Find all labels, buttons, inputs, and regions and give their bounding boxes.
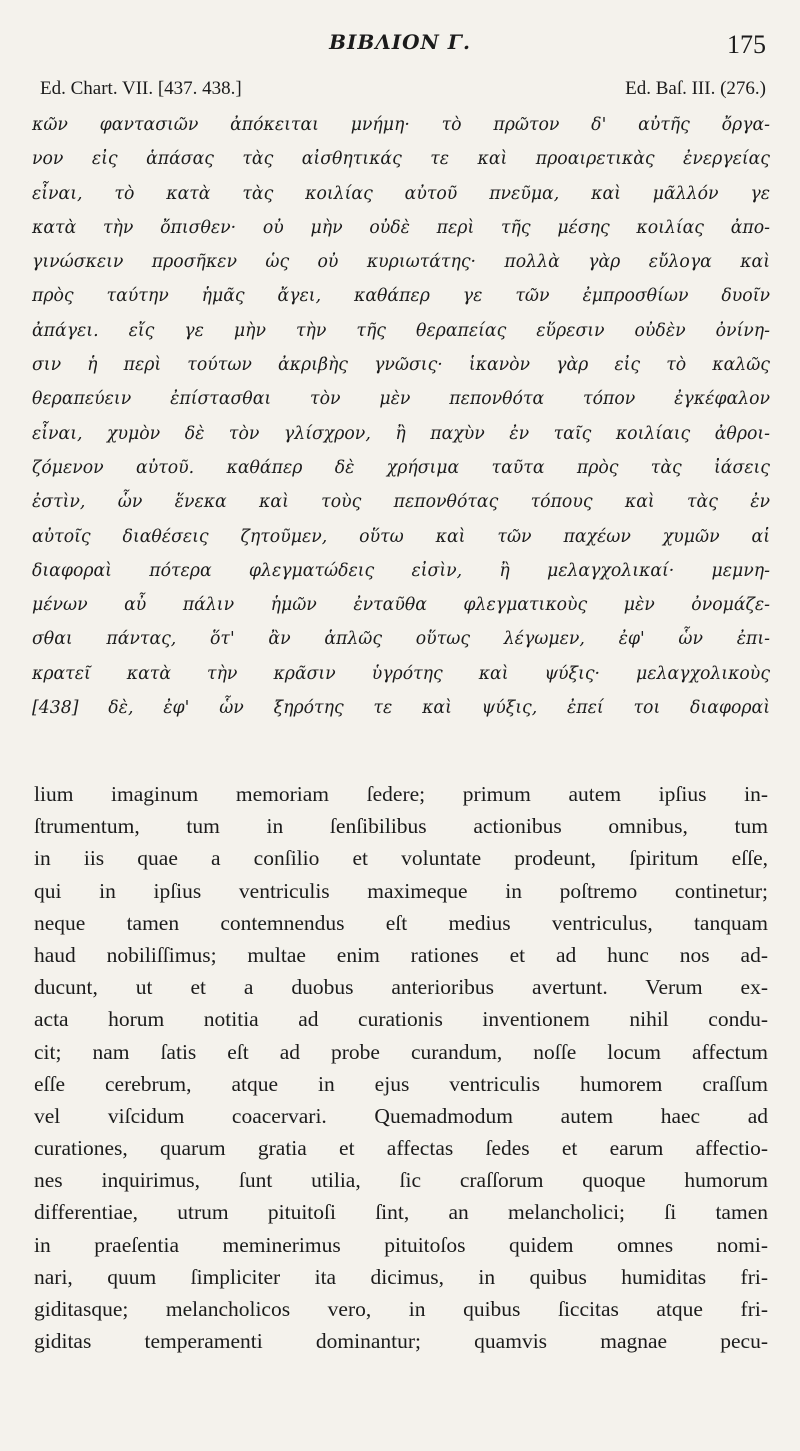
greek-line: εἶναι, τὸ κατὰ τὰς κοιλίας αὐτοῦ πνεῦμα, καὶ μᾶλλόν γε xyxy=(32,183,770,204)
latin-line: cit; nam ſatis eſt ad probe curandum, noſſe locum affectum xyxy=(34,1039,768,1064)
edition-reference-left: Ed. Chart. VII. [437. 438.] xyxy=(40,78,242,99)
latin-line: giditas temperamenti dominantur; quamvis magnae pecu- xyxy=(34,1329,768,1354)
greek-line: [438] δὲ, ἐφ' ὧν ξηρότης τε καὶ ψύξις, ἐπεί τοι διαφοραὶ xyxy=(32,698,770,719)
greek-line: θεραπεύειν ἐπίστασθαι τὸν μὲν πεπονθότα τόπον ἐγκέφαλον xyxy=(32,389,770,410)
greek-line: γινώσκειν προσῆκεν ὡς οὐ κυριωτάτης· πολλὰ γὰρ εὔλογα καὶ xyxy=(32,252,770,273)
latin-line: in praeſentia meminerimus pituitoſos quidem omnes nomi- xyxy=(34,1232,768,1257)
greek-line: ἐστὶν, ὧν ἕνεκα καὶ τοὺς πεπονθότας τόπους καὶ τὰς ἐν xyxy=(32,492,770,513)
latin-line: differentiae, utrum pituitoſi ſint, an melancholici; ſi tamen xyxy=(34,1200,768,1225)
greek-line: ἀπάγει. εἴς γε μὴν τὴν τῆς θεραπείας εὕρεσιν οὐδὲν ὀνίνη- xyxy=(32,320,770,341)
latin-line: haud nobiliſſimus; multae enim rationes et ad hunc nos ad- xyxy=(34,942,768,967)
greek-line: κρατεῖ κατὰ τὴν κρᾶσιν ὑγρότης καὶ ψύξις· μελαγχολικοὺς xyxy=(32,663,770,684)
latin-text-block xyxy=(34,778,768,1357)
greek-line: ζόμενον αὐτοῦ. καθάπερ δὲ χρήσιμα ταῦτα πρὸς τὰς ἰάσεις xyxy=(32,457,770,478)
greek-line: αὐτοῖς διαθέσεις ζητοῦμεν, οὕτω καὶ τῶν παχέων χυμῶν αἱ xyxy=(32,526,770,547)
edition-references xyxy=(40,78,766,100)
latin-line: curationes, quarum gratia et affectas ſedes et earum affectio- xyxy=(34,1136,768,1161)
greek-line: διαφοραὶ πότερα φλεγματώδεις εἰσὶν, ἢ μελαγχολικαί· μεμνη- xyxy=(32,560,770,581)
greek-text-block xyxy=(32,108,770,725)
greek-line: σθαι πάντας, ὅτ' ἂν ἁπλῶς οὕτως λέγωμεν, ἐφ' ὧν ἐπι- xyxy=(32,629,770,650)
greek-line: εἶναι, χυμὸν δὲ τὸν γλίσχρον, ἢ παχὺν ἐν ταῖς κοιλίαις ἀθροι- xyxy=(32,423,770,444)
greek-line: πρὸς ταύτην ἡμᾶς ἄγει, καθάπερ γε τῶν ἐμπροσθίων δυοῖν xyxy=(32,286,770,307)
greek-line: κατὰ τὴν ὄπισθεν· οὐ μὴν οὐδὲ περὶ τῆς μέσης κοιλίας ἀπο- xyxy=(32,217,770,238)
latin-line: neque tamen contemnendus eſt medius ventriculus, tanquam xyxy=(34,910,768,935)
latin-line: nari, quum ſimpliciter ita dicimus, in quibus humiditas fri- xyxy=(34,1264,768,1289)
latin-line: giditasque; melancholicos vero, in quibus ſiccitas atque fri- xyxy=(34,1297,768,1321)
greek-line: κῶν φαντασιῶν ἀπόκειται μνήμη· τὸ πρῶτον δ' αὐτῆς ὄργα- xyxy=(32,115,770,135)
latin-line: eſſe cerebrum, atque in ejus ventriculis humorem craſſum xyxy=(34,1071,768,1096)
edition-reference-right: Ed. Baſ. III. (276.) xyxy=(625,78,766,99)
latin-line: vel viſcidum coacervari. Quemadmodum autem haec ad xyxy=(34,1103,768,1128)
latin-line: in iis quae a conſilio et voluntate prodeunt, ſpiritum eſſe, xyxy=(34,846,768,871)
greek-line: μένων αὖ πάλιν ἡμῶν ἐνταῦθα φλεγματικοὺς μὲν ὀνομάζε- xyxy=(32,595,770,616)
running-title: ΒΙΒΛΙΟΝ Γ. xyxy=(329,30,471,54)
latin-line: acta horum notitia ad curationis inventionem nihil condu- xyxy=(34,1007,768,1032)
latin-line: qui in ipſius ventriculis maximeque in poſtremo continetur; xyxy=(34,878,768,903)
latin-line: nes inquirimus, ſunt utilia, ſic craſſorum quoque humorum xyxy=(34,1168,768,1193)
latin-line: lium imaginum memoriam ſedere; primum autem ipſius in- xyxy=(34,782,768,806)
greek-line: σιν ἡ περὶ τούτων ἀκριβὴς γνῶσις· ἱκανὸν γὰρ εἰς τὸ καλῶς xyxy=(32,355,770,376)
greek-line: νον εἰς ἁπάσας τὰς αἰσθητικάς τε καὶ προαιρετικὰς ἐνεργείας xyxy=(32,149,770,170)
page-number: 175 xyxy=(727,30,766,59)
latin-line: ſtrumentum, tum in ſenſibilibus actionibus omnibus, tum xyxy=(34,814,768,839)
latin-line: ducunt, ut et a duobus anterioribus avertunt. Verum ex- xyxy=(34,975,768,1000)
